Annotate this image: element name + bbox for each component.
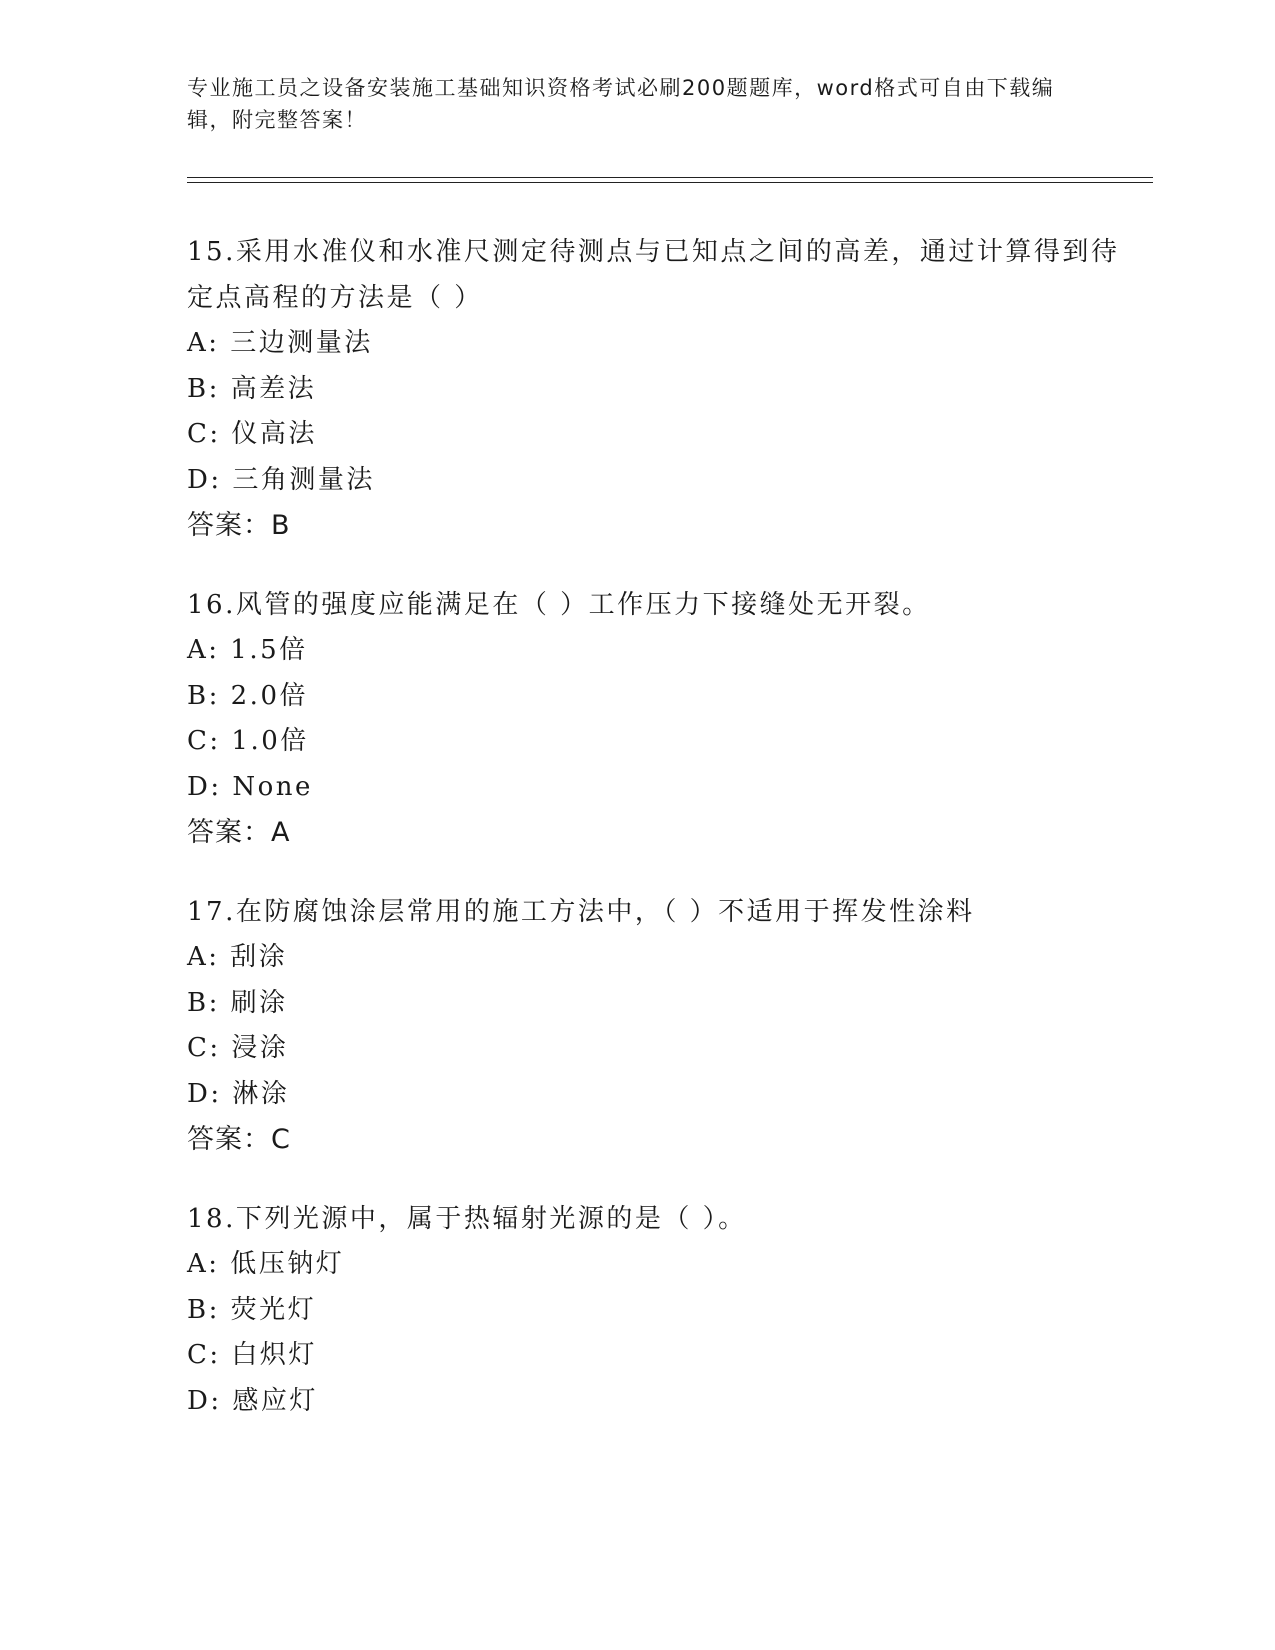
- option-a: A: 1.5倍: [187, 635, 308, 665]
- answer-label: 答案：C: [187, 1124, 291, 1155]
- answer-label: 答案：B: [187, 510, 291, 541]
- question-title: 18.下列光源中，属于热辐射光源的是（ ）。: [187, 1203, 747, 1234]
- option-b: B: 荧光灯: [187, 1294, 317, 1325]
- option-d: D: 淋涂: [187, 1078, 290, 1109]
- question-16: [187, 583, 1147, 856]
- question-title: 15.采用水准仪和水准尺测定待测点与已知点之间的高差，通过计算得到待定点高程的方法是（ ）: [187, 237, 1120, 313]
- question-list: [187, 230, 1147, 1458]
- question-15: [187, 230, 1147, 549]
- option-d: D: None: [187, 771, 313, 802]
- option-c: C: 仪高法: [187, 419, 317, 449]
- option-a: A: 三边测量法: [187, 328, 373, 358]
- header-divider-top: [187, 177, 1153, 178]
- option-b: B: 2.0倍: [187, 680, 308, 711]
- question-title: 16.风管的强度应能满足在（ ）工作压力下接缝处无开裂。: [187, 589, 931, 620]
- option-c: C: 1.0倍: [187, 726, 309, 756]
- answer-label: 答案：A: [187, 817, 291, 848]
- option-d: D: 三角测量法: [187, 464, 375, 495]
- question-18: [187, 1197, 1147, 1425]
- document-header: 专业施工员之设备安装施工基础知识资格考试必刷200题题库，word格式可自由下载编辑，附完整答案！: [187, 76, 1055, 132]
- option-a: A: 低压钠灯: [187, 1249, 345, 1279]
- option-c: C: 白炽灯: [187, 1340, 317, 1370]
- question-title: 17.在防腐蚀涂层常用的施工方法中，（ ）不适用于挥发性涂料: [187, 896, 975, 927]
- question-17: [187, 890, 1147, 1163]
- option-c: C: 浸涂: [187, 1033, 289, 1063]
- option-d: D: 感应灯: [187, 1385, 318, 1416]
- option-b: B: 刷涂: [187, 987, 288, 1018]
- option-b: B: 高差法: [187, 373, 317, 404]
- option-a: A: 刮涂: [187, 942, 288, 972]
- header-divider-bottom: [187, 182, 1153, 183]
